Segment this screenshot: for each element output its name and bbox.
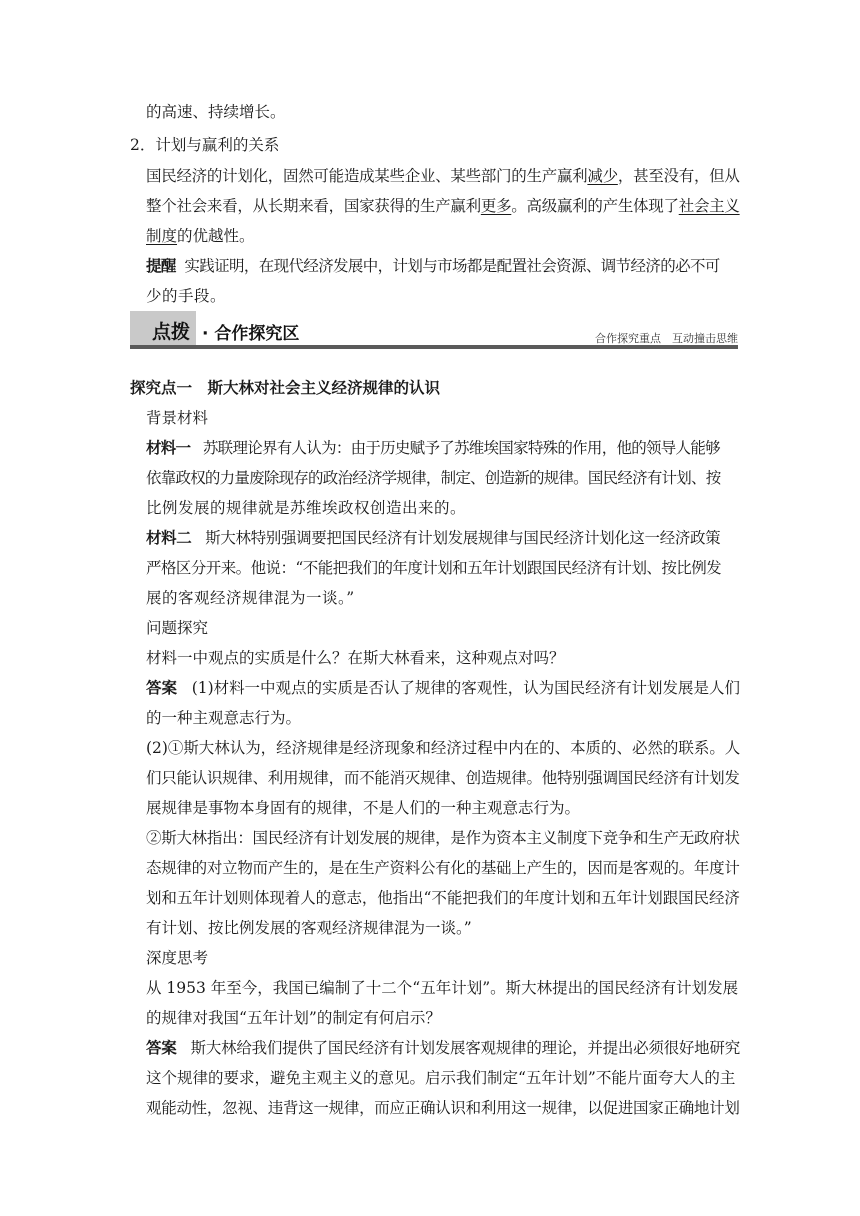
banner-key: 点拨 xyxy=(152,321,191,343)
subheading-text: 2．计划与赢利的关系 xyxy=(130,136,280,154)
text-line: 的高速、持续增长。 xyxy=(146,103,286,121)
section-banner xyxy=(130,311,738,351)
banner-rule xyxy=(130,345,738,349)
material-line: 展的客观经济规律混为一谈。” xyxy=(146,589,355,607)
background-label: 背景材料 xyxy=(146,409,209,427)
material-line xyxy=(146,438,720,458)
material-line: 比例发展的规律就是苏维埃政权创造出来的。 xyxy=(146,499,467,517)
answer-line: 态规律的对立物而产生的，是在生产资料公有化的基础上产生的，因而是客观的。年度计 xyxy=(146,859,740,877)
answer-line: ②斯大林指出：国民经济有计划发展的规律，是作为资本主义制度下竞争和生产无政府状 xyxy=(146,829,740,847)
question-label: 问题探究 xyxy=(146,619,209,637)
underlined-term: 制度 xyxy=(146,227,178,245)
question-text: 从 1953 年至今，我国已编制了十二个“五年计划”。斯大林提出的国民经济有计划发展 xyxy=(146,979,739,997)
material-line: 严格区分开来。他说：“不能把我们的年度计划和五年计划跟国民经济有计划、按比例发 xyxy=(146,559,722,577)
deep-thinking-label: 深度思考 xyxy=(146,949,209,967)
section-heading: 探究点一 斯大林对社会主义经济规律的认识 xyxy=(130,379,441,397)
answer-line: 有计划、按比例发展的客观经济规律混为一谈。” xyxy=(146,919,472,937)
tip-line: 少的手段。 xyxy=(146,287,227,305)
paragraph-line xyxy=(146,166,740,186)
subheading-plan-profit xyxy=(130,135,279,155)
underlined-term: 更多 xyxy=(480,197,512,215)
question-text: 的规律对我国“五年计划”的制定有何启示？ xyxy=(146,1009,441,1027)
tip-label: 提醒 xyxy=(146,257,176,275)
answer-label: 答案 xyxy=(146,679,177,697)
answer-line: (2)①斯大林认为，经济规律是经济现象和经济过程中内在的、本质的、必然的联系。人 xyxy=(146,739,741,757)
answer-label: 答案 xyxy=(146,1039,177,1057)
underlined-term: 社会主义 xyxy=(678,197,740,215)
answer-line: 划和五年计划则体现着人的意志，他指出“不能把我们的年度计划和五年计划跟国民经济 xyxy=(146,889,740,907)
text-span: 整个社会来看，从长期来看，国家获得的生产赢利 xyxy=(146,197,481,215)
text-span: 国民经济的计划化，固然可能造成某些企业、某些部门的生产赢利 xyxy=(146,167,588,185)
text-span: 的优越性。 xyxy=(177,227,255,245)
text-span: (1)材料一中观点的实质是否认了规律的客观性，认为国民经济有计划发展是人们 xyxy=(191,679,740,697)
text-span: 苏联理论界有人认为：由于历史赋予了苏维埃国家特殊的作用，他的领导人能够 xyxy=(202,439,720,457)
question-text: 材料一中观点的实质是什么？在斯大林看来，这种观点对吗？ xyxy=(146,649,565,667)
underlined-term: 减少 xyxy=(587,167,618,185)
text-span: 。高级赢利的产生体现了 xyxy=(511,197,679,215)
answer-line: 观能动性，忽视、违背这一规律，而应正确认识和利用这一规律，以促进国家正确地计划 xyxy=(146,1099,740,1117)
text-span: ，甚至没有，但从 xyxy=(617,167,740,185)
material-line xyxy=(146,528,720,548)
answer-line: 们只能认识规律、利用规律，而不能消灭规律、创造规律。他特别强调国民经济有计划发 xyxy=(146,769,740,787)
answer-line xyxy=(146,1038,740,1058)
banner-subtitle: 合作探究重点 互动撞击思维 xyxy=(595,332,738,345)
tip-line xyxy=(146,256,720,276)
answer-line: 的一种主观意志行为。 xyxy=(146,709,302,727)
material-label: 材料二 xyxy=(146,529,192,547)
answer-line: 展规律是事物本身固有的规律，不是人们的一种主观意志行为。 xyxy=(146,799,581,817)
text-span: 实践证明，在现代经济发展中，计划与市场都是配置社会资源、调节经济的必不可 xyxy=(184,257,720,275)
banner-title: · 合作探究区 xyxy=(202,324,300,344)
text-span: 斯大林特别强调要把国民经济有计划发展规律与国民经济计划化这一经济政策 xyxy=(205,529,721,547)
answer-line xyxy=(146,678,740,698)
text-span: 斯大林给我们提供了国民经济有计划发展客观规律的理论，并提出必须很好地研究 xyxy=(190,1039,740,1057)
material-label: 材料一 xyxy=(146,439,191,457)
answer-line: 这个规律的要求，避免主观主义的意见。启示我们制定“五年计划”不能片面夸大人的主 xyxy=(146,1069,736,1087)
material-line: 依靠政权的力量废除现存的政治经济学规律，制定、创造新的规律。国民经济有计划、按 xyxy=(146,469,721,487)
paragraph-line xyxy=(146,226,255,246)
paragraph-line xyxy=(146,196,740,216)
